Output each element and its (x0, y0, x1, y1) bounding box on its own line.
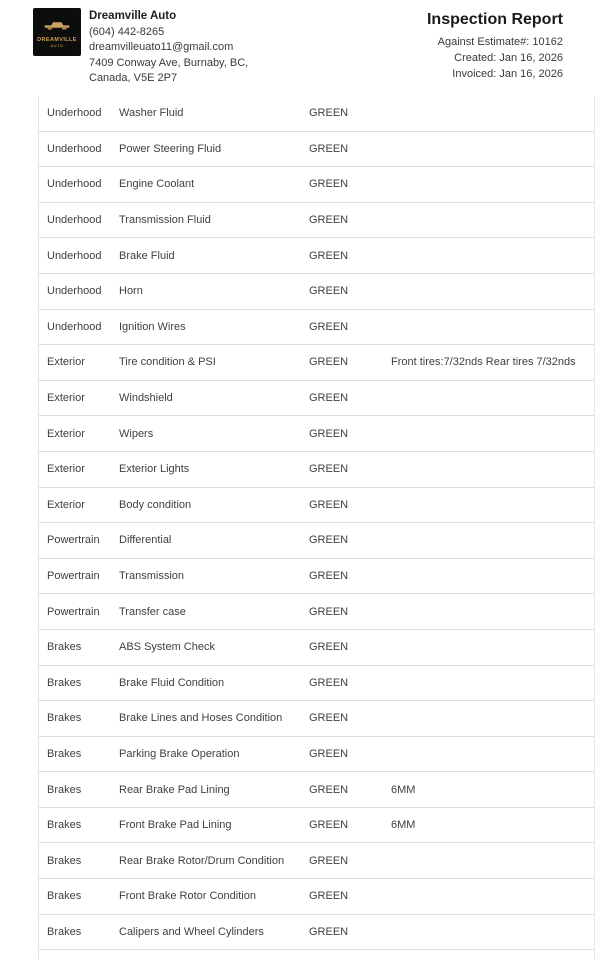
inspection-row (39, 203, 594, 239)
row-item: Brake Fluid (119, 249, 175, 262)
row-item: Parking Brake Operation (119, 747, 240, 760)
row-status: GREEN (309, 498, 349, 511)
row-category: Brakes (47, 783, 82, 796)
row-item: ABS System Check (119, 641, 215, 654)
row-item: Engine Coolant (119, 178, 195, 191)
report-title: Inspection Report (426, 11, 563, 28)
report-invoiced: Invoiced: Jan 16, 2026 (452, 68, 563, 80)
row-status: GREEN (309, 534, 349, 547)
row-category: Powertrain (47, 570, 100, 583)
row-item: Ignition Wires (119, 320, 186, 333)
row-status: GREEN (309, 142, 349, 155)
inspection-row (39, 488, 594, 524)
company-address-line2: Canada, V5E 2P7 (89, 72, 178, 84)
row-status: GREEN (309, 392, 349, 405)
row-category: Exterior (47, 498, 85, 511)
inspection-row (39, 523, 594, 559)
row-item: Wipers (119, 427, 154, 440)
row-item: Differential (119, 534, 172, 547)
row-note: 6MM (391, 819, 416, 832)
inspection-row (39, 879, 594, 915)
row-category: Powertrain (47, 534, 100, 547)
logo-sub-text: AUTO (50, 42, 64, 48)
row-status: GREEN (309, 320, 349, 333)
row-status: GREEN (309, 570, 349, 583)
row-status: GREEN (309, 676, 349, 689)
row-status: GREEN (309, 712, 349, 725)
inspection-row (39, 559, 594, 595)
row-category: Exterior (47, 427, 85, 440)
row-item: Rear Brake Rotor/Drum Condition (119, 854, 285, 867)
inspection-row (39, 701, 594, 737)
company-email: dreamvilleuato11@gmail.com (89, 41, 234, 53)
row-item: Windshield (119, 392, 173, 405)
company-name: Dreamville Auto (89, 10, 177, 22)
inspection-row (39, 238, 594, 274)
company-block (33, 8, 248, 87)
row-status: GREEN (309, 925, 349, 938)
inspection-row (39, 310, 594, 346)
inspection-row (39, 381, 594, 417)
report-header (0, 0, 613, 87)
inspection-row (39, 843, 594, 879)
row-category: Exterior (47, 356, 85, 369)
inspection-row (39, 666, 594, 702)
inspection-row (39, 772, 594, 808)
inspection-row (39, 274, 594, 310)
inspection-row (39, 452, 594, 488)
row-item: Transmission Fluid (119, 214, 211, 227)
row-item: Transfer case (119, 605, 186, 618)
inspection-row (39, 167, 594, 203)
report-created: Created: Jan 16, 2026 (454, 52, 563, 64)
row-item: Front Brake Rotor Condition (119, 890, 256, 903)
row-category: Underhood (47, 142, 102, 155)
company-info (89, 8, 248, 87)
report-estimate: Against Estimate#: 10162 (437, 36, 563, 48)
row-status: GREEN (309, 249, 349, 262)
row-item: Horn (119, 285, 143, 298)
row-status: GREEN (309, 178, 349, 191)
row-item: Brake Fluid Condition (119, 676, 225, 689)
row-category: Brakes (47, 854, 82, 867)
row-category: Brakes (47, 712, 82, 725)
row-category: Brakes (47, 676, 82, 689)
row-status: GREEN (309, 427, 349, 440)
row-status: GREEN (309, 747, 349, 760)
row-category: Underhood (47, 214, 102, 227)
row-category: Brakes (47, 890, 82, 903)
logo-brand-text: DREAMVILLE (37, 36, 77, 43)
row-status: GREEN (309, 890, 349, 903)
row-category: Brakes (47, 641, 82, 654)
inspection-row (39, 915, 594, 951)
inspection-row (39, 630, 594, 666)
inspection-row (39, 808, 594, 844)
row-category: Underhood (47, 107, 102, 120)
row-category: Exterior (47, 392, 85, 405)
report-meta-block (427, 8, 563, 87)
row-item: Brake Lines and Hoses Condition (119, 712, 283, 725)
row-category: Underhood (47, 178, 102, 191)
row-item: Power Steering Fluid (119, 142, 222, 155)
row-note: Front tires:7/32nds Rear tires 7/32nds (391, 356, 576, 369)
inspection-row (39, 416, 594, 452)
row-item: Washer Fluid (119, 107, 184, 120)
car-icon (43, 17, 71, 35)
row-category: Powertrain (47, 605, 100, 618)
row-status: GREEN (309, 783, 349, 796)
inspection-row (39, 737, 594, 773)
inspection-table (38, 96, 595, 960)
inspection-row (39, 132, 594, 168)
row-category: Underhood (47, 320, 102, 333)
inspection-row (39, 345, 594, 381)
row-status: GREEN (309, 356, 349, 369)
row-note: 6MM (391, 783, 416, 796)
row-category: Underhood (47, 285, 102, 298)
row-item: Tire condition & PSI (119, 356, 216, 369)
row-status: GREEN (309, 214, 349, 227)
row-category: Brakes (47, 747, 82, 760)
inspection-row (39, 96, 594, 132)
company-phone: (604) 442-8265 (89, 25, 165, 38)
row-category: Brakes (47, 819, 82, 832)
row-status: GREEN (309, 819, 349, 832)
row-category: Brakes (47, 925, 82, 938)
company-address-line1: 7409 Conway Ave, Burnaby, BC, (89, 56, 249, 69)
row-item: Calipers and Wheel Cylinders (119, 925, 264, 938)
row-status: GREEN (309, 285, 349, 298)
row-status: GREEN (309, 107, 349, 120)
company-logo (33, 8, 81, 56)
row-item: Front Brake Pad Lining (119, 819, 232, 832)
row-item: Rear Brake Pad Lining (119, 783, 230, 796)
row-item: Transmission (119, 570, 184, 583)
inspection-row (39, 594, 594, 630)
row-status: GREEN (309, 463, 349, 476)
row-category: Exterior (47, 463, 85, 476)
row-status: GREEN (309, 854, 349, 867)
row-category: Underhood (47, 249, 102, 262)
row-status: GREEN (309, 605, 349, 618)
row-item: Exterior Lights (119, 463, 190, 476)
row-status: GREEN (309, 641, 349, 654)
row-item: Body condition (119, 498, 192, 511)
